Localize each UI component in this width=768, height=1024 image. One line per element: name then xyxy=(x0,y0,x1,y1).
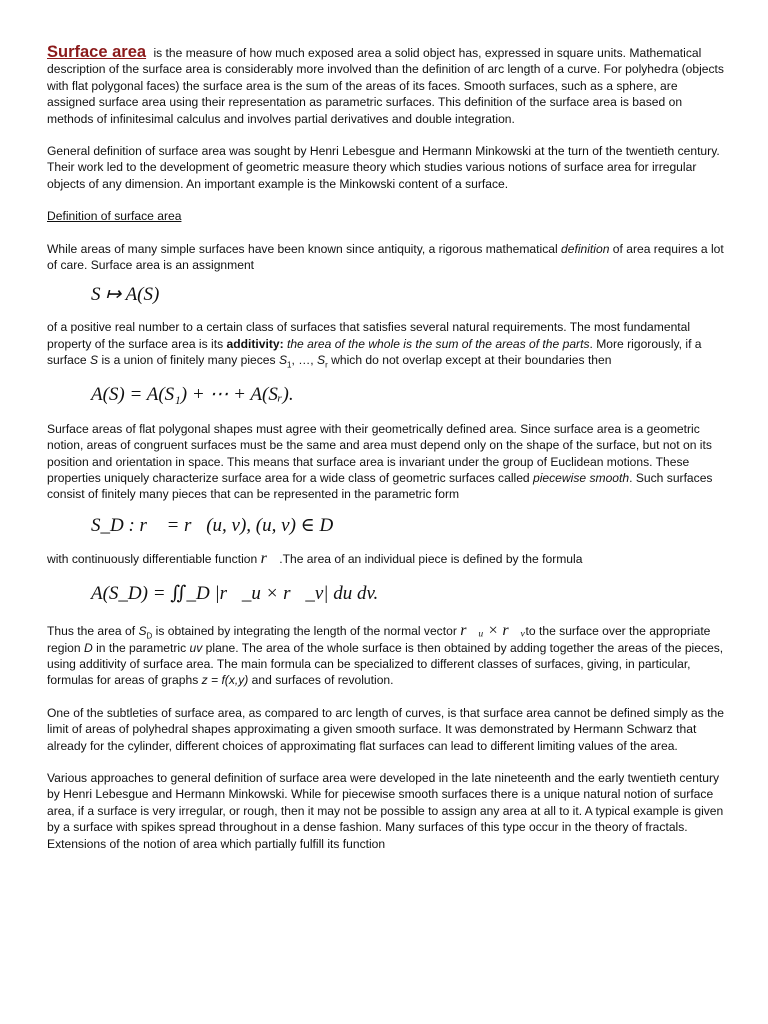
formula-parametric: S_D : r⃗ = r⃗(u, v), (u, v) ∈ D xyxy=(91,514,334,536)
normal-vector-paragraph: Thus the area of $S_D$ is obtained by integrating the length of the normal vector r⃗ᵤ × r⃗ᵥto the surface over the appropriate region D in the parametric uv plane. The area of the whole surface is then obtained by adding together the areas of the pieces, using additivity of surface area. The main formula can be specialized to different classes of surfaces, giving, in particular, formulas for areas of graphs z = f(x,y) and surfaces of revolution. xyxy=(47,622,724,688)
formula-integral: A(S_D) = ∬_D |r⃗_u × r⃗_v| du dv. xyxy=(91,583,379,605)
history-paragraph: General definition of surface area was sought by Henri Lebesgue and Hermann Minkowski at the turn of the twentieth century. Their work led to the development of geometric measure theory which studies various notions of surface area for irregular objects of any dimension. An important example is the Minkowski content of a surface. xyxy=(47,144,720,191)
formula-assignment: S ↦ A(S) xyxy=(91,284,160,306)
intro-paragraph: Surface area is the measure of how much exposed area a solid object has, expressed in square units. Mathematical description of the surface area is considerably more involved than the definition of arc length of a curve. For polyhedra (objects with flat polygonal faces) the surface area is the sum of the areas of its faces. Smooth surfaces, such as a sphere, are assigned surface area using their representation as parametric surfaces. This definition of the surface area is based on methods of infinitesimal calculus and involves partial derivatives and double integration. xyxy=(47,43,724,126)
function-paragraph: with continuously differentiable function r⃗.The area of an individual piece is defined by the formula xyxy=(47,549,583,567)
approaches-paragraph: Various approaches to general definition of surface area were developed in the late nineteenth and the early twentieth century by Henri Lebesgue and Hermann Minkowski. While for piecewise smooth surfaces there is a unique natural notion of surface area, if a surface is very irregular, or rough, then it may not be possible to assign any area at all to it. A typical example is given by a surface with spikes spread throughout in a dense fashion. Many surfaces of this type occur in the theory of fractals. Extensions of the notion of area which partially fulfill its function xyxy=(47,770,724,851)
formula-additivity: A(S) = A(S₁) + ⋯ + A(Sᵣ). xyxy=(91,383,294,405)
document-page xyxy=(47,44,727,852)
additivity-paragraph: of a positive real number to a certain class of surfaces that satisfies several natural requirements. The most fundamental property of the surface area is its additivity: the area of the whole is the sum of the areas of the parts. More rigorously, if a surface S is a union of finitely many pieces $S_1$, …, $S_r$ which do not overlap except at their boundaries then xyxy=(47,320,702,370)
definition-paragraph: While areas of many simple surfaces have been known since antiquity, a rigorous mathematical definition of area requires a lot of care. Surface area is an assignment xyxy=(47,241,724,273)
document-title: Surface area xyxy=(47,43,147,61)
subtleties-paragraph: One of the subtleties of surface area, as compared to arc length of curves, is that surface area cannot be defined simply as the limit of areas of polyhedral shapes approximating a given smooth surface. It was demonstrated by Hermann Schwarz that already for the cylinder, different choices of approximating flat surfaces can lead to different limiting values of the area. xyxy=(47,705,724,753)
section-heading: Definition of surface area xyxy=(47,209,182,224)
piecewise-paragraph: Surface areas of flat polygonal shapes must agree with their geometrically defined area. Since surface area is a geometric notion, areas of congruent surfaces must be the same and area must depend only on the shape of the surface, but not on its position and orientation in space. This means that surface area is invariant under the group of Euclidean motions. These properties uniquely characterize surface area for a wide class of geometric surfaces called piecewise smooth. Such surfaces consist of finitely many pieces that can be represented in the parametric form xyxy=(47,421,713,502)
